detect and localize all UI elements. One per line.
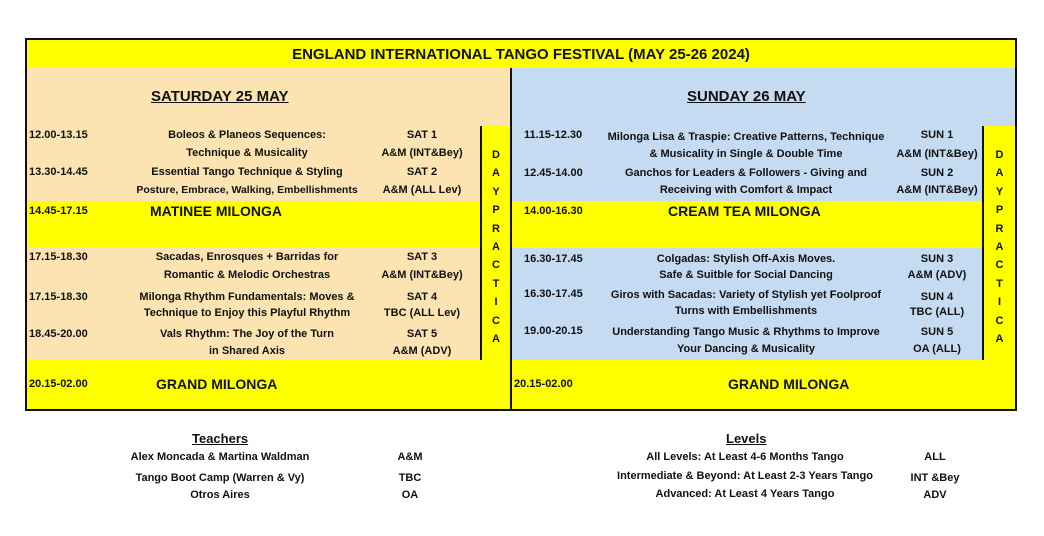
level-desc: Advanced: At Least 4 Years Tango bbox=[655, 488, 835, 500]
teacher-name: Tango Boot Camp (Warren & Vy) bbox=[135, 472, 305, 484]
session-time: 17.15-18.30 bbox=[29, 251, 88, 263]
teacher-abbr: TBC bbox=[398, 472, 422, 484]
session-subtitle: Technique to Enjoy this Playful Rhythm bbox=[143, 307, 351, 319]
level-desc: Intermediate & Beyond: At Least 2-3 Years Tango bbox=[617, 470, 873, 482]
session-title: Understanding Tango Music & Rhythms to Improve bbox=[612, 326, 880, 338]
matinee-time: 14.45-17.15 bbox=[29, 205, 88, 217]
saturday-day-practica: D A Y P R A C T I C A bbox=[480, 126, 512, 362]
session-time: 11.15-12.30 bbox=[524, 129, 583, 141]
session-time: 12.00-13.15 bbox=[29, 129, 88, 141]
grand-label: GRAND MILONGA bbox=[728, 376, 850, 392]
session-title: Giros with Sacadas: Variety of Stylish yet Foolproof bbox=[610, 289, 882, 301]
teacher-name: Alex Moncada & Martina Waldman bbox=[130, 451, 310, 463]
teacher-name: Otros Aires bbox=[190, 489, 250, 501]
session-title: Milonga Lisa & Traspie: Creative Patterns, Technique bbox=[607, 131, 885, 143]
session-time: 18.45-20.00 bbox=[29, 328, 88, 340]
session-subtitle: Posture, Embrace, Walking, Embellishments bbox=[136, 184, 358, 196]
session-code: SAT 1 bbox=[406, 129, 438, 141]
cream-tea-time: 14.00-16.30 bbox=[524, 205, 583, 217]
session-subtitle: & Musicality in Single & Double Time bbox=[649, 148, 843, 160]
teacher-abbr: OA bbox=[401, 489, 419, 501]
session-teacher: A&M (INT&Bey) bbox=[381, 147, 463, 159]
festival-title: ENGLAND INTERNATIONAL TANGO FESTIVAL (MAY 25-26 2024) bbox=[25, 38, 1017, 70]
session-subtitle: Technique & Musicality bbox=[186, 147, 308, 159]
session-code: SAT 3 bbox=[406, 251, 438, 263]
session-teacher: TBC (ALL Lev) bbox=[383, 307, 461, 319]
session-sat-3 bbox=[25, 248, 482, 287]
session-code: SUN 5 bbox=[920, 326, 954, 338]
session-subtitle: in Shared Axis bbox=[208, 345, 285, 357]
session-title: Essential Tango Technique & Styling bbox=[151, 166, 343, 178]
teachers-heading: Teachers bbox=[192, 431, 249, 446]
session-teacher: TBC (ALL) bbox=[909, 306, 965, 318]
session-title: Milonga Rhythm Fundamentals: Moves & bbox=[139, 291, 355, 303]
level-abbr: INT &Bey bbox=[910, 472, 960, 484]
session-title: Boleos & Planeos Sequences: bbox=[168, 129, 326, 141]
session-title: Colgadas: Stylish Off-Axis Moves. bbox=[656, 253, 836, 265]
session-teacher: A&M (INT&Bey) bbox=[381, 269, 463, 281]
session-subtitle: Receiving with Comfort & Impact bbox=[659, 184, 833, 196]
session-subtitle: Turns with Embellishments bbox=[674, 305, 818, 317]
session-sun-5 bbox=[510, 322, 984, 362]
session-sun-4 bbox=[510, 285, 984, 324]
session-code: SUN 1 bbox=[920, 129, 954, 141]
sunday-grand-milonga bbox=[510, 360, 1017, 411]
cream-tea-label: CREAM TEA MILONGA bbox=[668, 203, 821, 219]
saturday-grand-milonga bbox=[25, 360, 512, 411]
session-teacher: OA (ALL) bbox=[913, 343, 961, 355]
session-code: SUN 3 bbox=[920, 253, 954, 265]
session-teacher: A&M (ADV) bbox=[907, 269, 967, 281]
matinee-milonga bbox=[25, 201, 482, 250]
level-desc: All Levels: At Least 4-6 Months Tango bbox=[646, 451, 844, 463]
level-abbr: ADV bbox=[923, 489, 947, 501]
session-title: Vals Rhythm: The Joy of the Turn bbox=[160, 328, 334, 340]
session-teacher: A&M (ADV) bbox=[392, 345, 452, 357]
sunday-header bbox=[510, 68, 1017, 128]
session-time: 13.30-14.45 bbox=[29, 166, 88, 178]
session-title: Sacadas, Enrosques + Barridas for bbox=[155, 251, 339, 263]
sunday-day-practica: D A Y P R A C T I C A bbox=[982, 126, 1017, 362]
session-code: SUN 2 bbox=[920, 167, 954, 179]
session-time: 16.30-17.45 bbox=[524, 253, 583, 265]
grand-time: 20.15-02.00 bbox=[29, 378, 88, 390]
teacher-abbr: A&M bbox=[397, 451, 423, 463]
session-teacher: A&M (INT&Bey) bbox=[896, 184, 978, 196]
session-sat-4 bbox=[25, 285, 482, 324]
grand-time: 20.15-02.00 bbox=[514, 378, 573, 390]
session-title: Ganchos for Leaders & Followers - Giving and bbox=[624, 167, 868, 179]
grand-label: GRAND MILONGA bbox=[156, 376, 278, 392]
session-sat-2 bbox=[25, 163, 482, 203]
session-code: SUN 4 bbox=[920, 291, 954, 303]
session-time: 19.00-20.15 bbox=[524, 325, 583, 337]
session-sun-3 bbox=[510, 248, 984, 287]
matinee-label: MATINEE MILONGA bbox=[150, 203, 282, 219]
session-time: 12.45-14.00 bbox=[524, 167, 583, 179]
session-sat-1 bbox=[25, 126, 482, 165]
session-code: SAT 5 bbox=[406, 328, 438, 340]
session-code: SAT 2 bbox=[406, 166, 438, 178]
session-teacher: A&M (INT&Bey) bbox=[896, 148, 978, 160]
levels-heading: Levels bbox=[726, 431, 767, 446]
session-sun-1 bbox=[510, 126, 984, 165]
session-teacher: A&M (ALL Lev) bbox=[382, 184, 462, 196]
session-time: 17.15-18.30 bbox=[29, 291, 88, 303]
sunday-heading: SUNDAY 26 MAY bbox=[687, 88, 806, 105]
level-abbr: ALL bbox=[924, 451, 946, 463]
session-subtitle: Safe & Suitble for Social Dancing bbox=[659, 269, 833, 281]
cream-tea-milonga bbox=[510, 201, 984, 250]
session-code: SAT 4 bbox=[406, 291, 438, 303]
session-subtitle: Romantic & Melodic Orchestras bbox=[163, 269, 331, 281]
saturday-header bbox=[25, 68, 512, 128]
session-time: 16.30-17.45 bbox=[524, 288, 583, 300]
saturday-heading: SATURDAY 25 MAY bbox=[151, 88, 289, 105]
session-subtitle: Your Dancing & Musicality bbox=[677, 343, 815, 355]
session-sun-2 bbox=[510, 163, 984, 203]
session-sat-5 bbox=[25, 322, 482, 362]
